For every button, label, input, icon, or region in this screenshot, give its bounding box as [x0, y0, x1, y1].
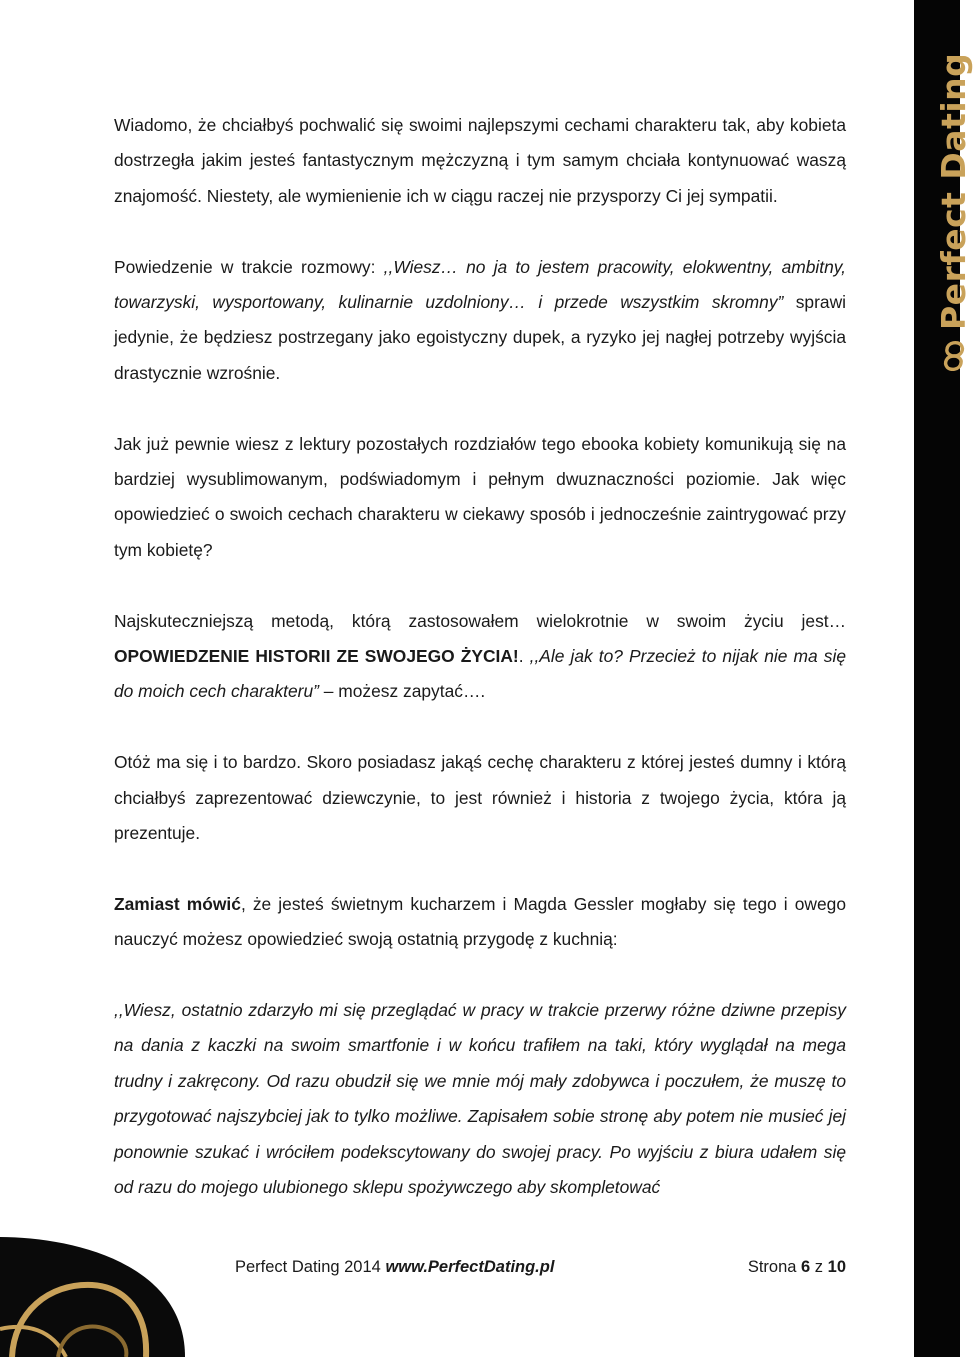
- paragraph-intro: Wiadomo, że chciałbyś pochwalić się swoimi najlepszymi cechami charakteru tak, aby kobieta dostrzegła jakim jesteś fantastycznym mężczyzną i tym samym chciała kontynuować waszą znajomość. Niestety, ale wymienienie ich w ciągu raczej nie przysporzy Ci jej sympatii.: [114, 115, 846, 206]
- method-heading: OPOWIEDZENIE HISTORII ZE SWOJEGO ŻYCIA!: [114, 646, 519, 667]
- perfect-dating-logo-icon: [941, 338, 967, 372]
- footer-brand-text: Perfect Dating 2014: [235, 1258, 386, 1276]
- page-number-prefix: Strona: [747, 1258, 802, 1276]
- method-objection-quote: ,,Ale jak to? Przecież to nijak nie ma się do moich cech charakteru”: [114, 646, 846, 702]
- paragraph-question: Jak już pewnie wiesz z lektury pozostałych rozdziałów tego ebooka kobiety komunikują się na bardziej wysublimowanym, podświadomym i pełnym dwuznaczności poziomie. Jak więc opowiedzieć o swoich cechach charakteru w ciekawy sposób i jednocześnie zaintrygować przy tym kobietę?: [114, 433, 846, 560]
- method-punct: .: [518, 646, 530, 667]
- paragraph-example-boast: [114, 250, 846, 392]
- paragraph-instead: [114, 887, 846, 958]
- page-number-total: 10: [827, 1258, 846, 1276]
- page-content: [114, 108, 846, 1206]
- footer-website-link[interactable]: www.PerfectDating.pl: [385, 1258, 555, 1276]
- brand-vertical: [934, 53, 973, 372]
- paragraph-example-tail: sprawi jedynie, że będziesz postrzegany jako egoistyczny dupek, a ryzyko jej nagłej potrzeby wyjścia drastycznie wzrośnie.: [114, 292, 846, 383]
- page-number-separator: z: [810, 1258, 828, 1276]
- instead-lead: Zamiast mówić: [114, 893, 241, 914]
- page-footer: [235, 1253, 846, 1281]
- paragraph-example-lead: Powiedzenie w trakcie rozmowy:: [114, 256, 384, 277]
- paragraph-story-quote: ,,Wiesz, ostatnio zdarzyło mi się przeglądać w pracy w trakcie przerwy różne dziwne przepisy na dania z kaczki na swoim smartfonie i w końcu trafiłem na taki, który wyglądał na mega trudny i zakręcony. Od razu obudził się we mnie mój mały zdobywca i poczułem, że muszę to przygotować najszybciej jak to tylko możliwe. Zapisałem sobie stronę aby potem nie musieć jej ponownie szukać i wróciłem podekscytowany do swojej pracy. Po wyjściu z biura udałem się od razu do mojego ulubionego sklepu spożywczego aby skompletować: [114, 1000, 846, 1198]
- paragraph-answer: Otóż ma się i to bardzo. Skoro posiadasz jakąś cechę charakteru z której jesteś dumny i którą chciałbyś zaprezentować dziewczynie, to jest również i historia z twojego życia, która ją prezentuje.: [114, 752, 846, 844]
- instead-tail: , że jesteś świetnym kucharzem i Magda Gessler mogłaby się tego i owego nauczyć możesz opowiedzieć swoją ostatnią przygodę z kuchnią:: [114, 893, 846, 950]
- method-lead: Najskuteczniejszą metodą, którą zastosowałem wielokrotnie w swoim życiu jest…: [114, 610, 846, 631]
- paragraph-method: [114, 604, 846, 710]
- page-number-current: 6: [801, 1258, 811, 1276]
- brand-name-vertical: Perfect Dating: [934, 52, 973, 330]
- boast-quote: ,,Wiesz… no ja to jestem pracowity, elokwentny, ambitny, towarzyski, wysportowany, kulinarnie uzdolniony… i przede wszystkim skromny”: [114, 256, 847, 313]
- method-tail: – możesz zapytać….: [318, 681, 486, 702]
- page-number: [748, 1253, 846, 1281]
- footer-brand: [235, 1253, 554, 1281]
- corner-swirl-decoration: [0, 1217, 190, 1357]
